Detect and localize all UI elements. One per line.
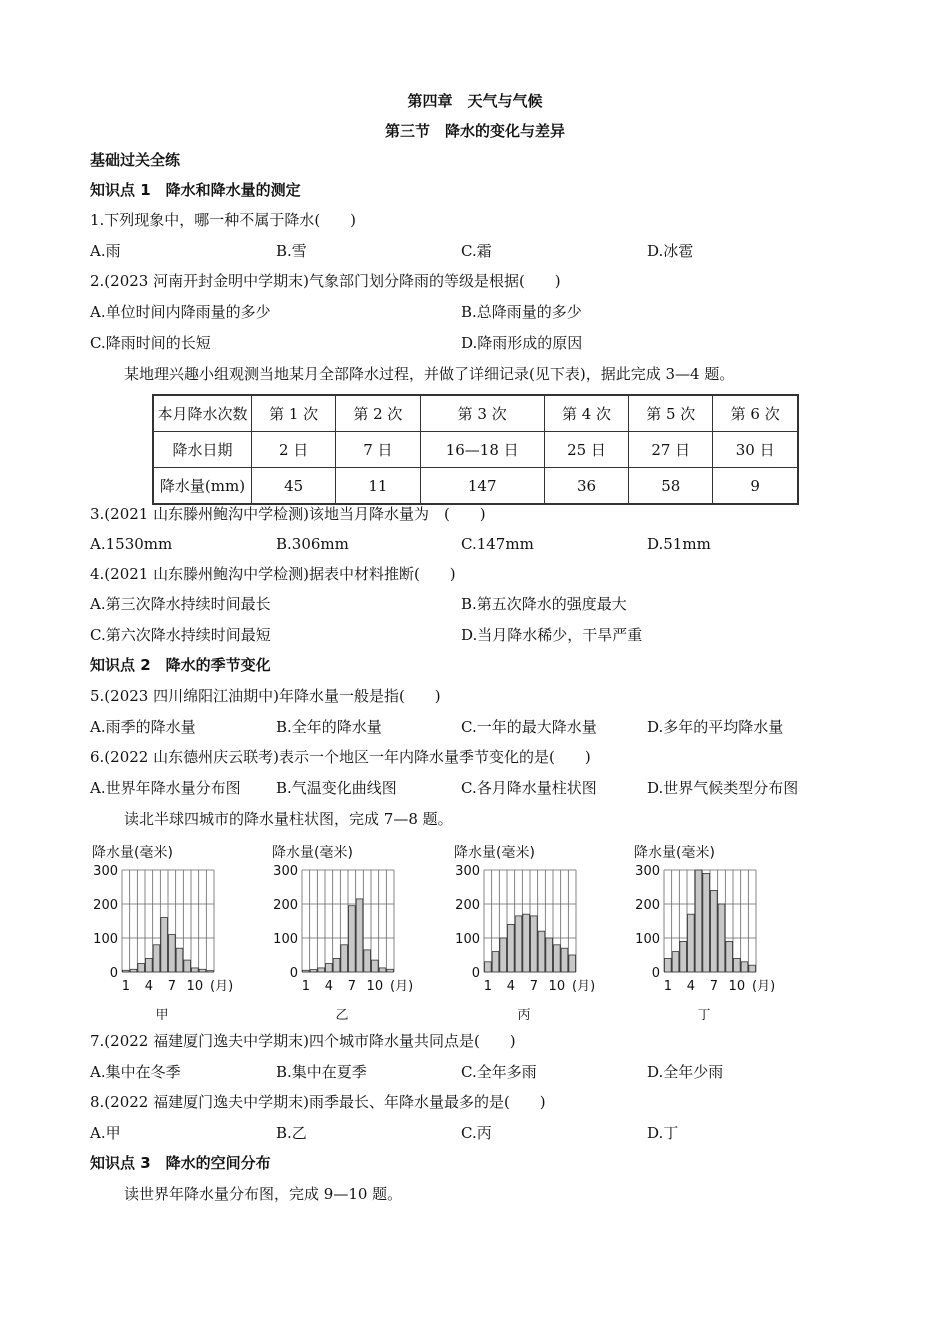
bar — [515, 916, 522, 972]
y-tick-label: 300 — [273, 864, 298, 879]
table-cell: 58 — [629, 468, 713, 505]
knowledge-point-2: 知识点 2 降水的季节变化 — [90, 656, 271, 674]
x-axis-label: (月) — [210, 979, 234, 994]
question-2-stem: 2.(2023 河南开封金明中学期末)气象部门划分降雨的等级是根据( ) — [90, 272, 561, 290]
bar — [207, 971, 214, 972]
q4-option-d[interactable]: D.当月降水稀少，干旱严重 — [461, 626, 643, 644]
bar — [561, 948, 568, 972]
bar — [523, 914, 530, 972]
bar — [538, 931, 545, 972]
q1-option-d[interactable]: D.冰雹 — [647, 242, 694, 260]
y-axis-label: 降水量(毫米) — [634, 845, 715, 861]
y-tick-label: 0 — [471, 966, 480, 981]
y-axis-label: 降水量(毫米) — [454, 845, 535, 861]
y-tick-label: 0 — [651, 966, 660, 981]
bar — [569, 955, 576, 972]
q2-option-a[interactable]: A.单位时间内降雨量的多少 — [90, 303, 271, 321]
bar — [703, 873, 710, 972]
bar — [695, 870, 702, 972]
bar — [303, 970, 310, 972]
q2-option-d[interactable]: D.降雨形成的原因 — [461, 334, 583, 352]
bar — [387, 969, 394, 972]
q4-option-a[interactable]: A.第三次降水持续时间最长 — [90, 595, 271, 613]
bar — [192, 968, 199, 972]
q6-option-d[interactable]: D.世界气候类型分布图 — [647, 779, 799, 797]
table-cell: 第 2 次 — [336, 395, 420, 432]
bar — [176, 948, 183, 972]
bar — [341, 945, 348, 972]
table-cell: 11 — [336, 468, 420, 505]
chart-caption: 甲 — [155, 1008, 169, 1020]
y-tick-label: 0 — [109, 966, 118, 981]
bar — [146, 958, 153, 972]
chart-caption: 丙 — [517, 1008, 531, 1020]
y-tick-label: 100 — [93, 932, 118, 947]
bar — [379, 968, 386, 972]
chart-caption: 乙 — [335, 1008, 349, 1020]
q1-option-c[interactable]: C.霜 — [461, 242, 492, 260]
bar — [546, 938, 553, 972]
q3-option-c[interactable]: C.147mm — [461, 535, 534, 553]
x-tick-label: 1 — [663, 979, 672, 994]
bar — [665, 958, 672, 972]
bar — [349, 906, 356, 972]
table-cell: 第 6 次 — [713, 395, 798, 432]
bar — [531, 916, 538, 972]
question-6-stem: 6.(2022 山东德州庆云联考)表示一个地区一年内降水量季节变化的是( ) — [90, 748, 591, 766]
bar — [749, 965, 756, 972]
q5-option-b[interactable]: B.全年的降水量 — [276, 718, 382, 736]
y-tick-label: 100 — [455, 932, 480, 947]
y-tick-label: 200 — [455, 898, 480, 913]
x-tick-label: 1 — [301, 979, 310, 994]
intro-q3-4: 某地理兴趣小组观测当地某月全部降水过程，并做了详细记录(见下表)，据此完成 3—4 题。 — [124, 365, 735, 383]
q5-option-c[interactable]: C.一年的最大降水量 — [461, 718, 597, 736]
x-tick-label: 10 — [548, 979, 566, 994]
q2-option-b[interactable]: B.总降雨量的多少 — [461, 303, 582, 321]
knowledge-point-1: 知识点 1 降水和降水量的测定 — [90, 181, 301, 199]
table-cell: 147 — [420, 468, 544, 505]
bar — [326, 964, 333, 973]
bar — [310, 970, 317, 972]
y-tick-label: 100 — [273, 932, 298, 947]
bar — [130, 969, 137, 972]
q5-option-d[interactable]: D.多年的平均降水量 — [647, 718, 784, 736]
table-cell: 第 4 次 — [544, 395, 628, 432]
bar — [356, 899, 363, 972]
table-cell: 16—18 日 — [420, 432, 544, 468]
y-tick-label: 200 — [93, 898, 118, 913]
x-tick-label: 7 — [709, 979, 718, 994]
chart-jia — [88, 840, 248, 1020]
x-tick-label: 4 — [324, 979, 333, 994]
bar — [161, 918, 168, 972]
section-title: 第三节 降水的变化与差异 — [384, 122, 565, 140]
x-tick-label: 1 — [121, 979, 130, 994]
q7-option-a[interactable]: A.集中在冬季 — [90, 1063, 181, 1081]
question-7-stem: 7.(2022 福建厦门逸夫中学期末)四个城市降水量共同点是( ) — [90, 1032, 516, 1050]
y-tick-label: 100 — [635, 932, 660, 947]
question-1-stem: 1.下列现象中，哪一种不属于降水( ) — [90, 211, 357, 229]
bar — [500, 938, 507, 972]
q3-option-d[interactable]: D.51mm — [647, 535, 711, 553]
q7-option-d[interactable]: D.全年少雨 — [647, 1063, 724, 1081]
table-cell: 25 日 — [544, 432, 628, 468]
chapter-title: 第四章 天气与气候 — [407, 92, 543, 110]
chart-ding — [630, 840, 790, 1020]
x-axis-label: (月) — [572, 979, 596, 994]
q6-option-c[interactable]: C.各月降水量柱状图 — [461, 779, 597, 797]
table-cell: 2 日 — [252, 432, 336, 468]
x-tick-label: 7 — [347, 979, 356, 994]
x-axis-label: (月) — [752, 979, 776, 994]
intro-q9-10: 读世界年降水量分布图，完成 9—10 题。 — [124, 1185, 403, 1203]
y-tick-label: 300 — [93, 864, 118, 879]
table-cell: 7 日 — [336, 432, 420, 468]
table-cell: 第 5 次 — [629, 395, 713, 432]
y-tick-label: 0 — [289, 966, 298, 981]
bar — [372, 960, 379, 972]
bar — [672, 952, 679, 972]
y-tick-label: 300 — [635, 864, 660, 879]
y-tick-label: 200 — [273, 898, 298, 913]
q7-option-c[interactable]: C.全年多雨 — [461, 1063, 537, 1081]
table-cell: 36 — [544, 468, 628, 505]
x-tick-label: 4 — [144, 979, 153, 994]
table-cell: 27 日 — [629, 432, 713, 468]
bar — [718, 904, 725, 972]
bar — [492, 952, 499, 972]
bar — [364, 950, 371, 972]
bar — [726, 941, 733, 972]
question-8-stem: 8.(2022 福建厦门逸夫中学期末)雨季最长、年降水量最多的是( ) — [90, 1093, 546, 1111]
table-cell: 45 — [252, 468, 336, 505]
bar — [333, 958, 340, 972]
table-row — [153, 432, 798, 468]
question-5-stem: 5.(2023 四川绵阳江油期中)年降水量一般是指( ) — [90, 687, 441, 705]
q3-option-b[interactable]: B.306mm — [276, 535, 349, 553]
intro-q7-8: 读北半球四城市的降水量柱状图，完成 7—8 题。 — [124, 810, 453, 828]
table-cell: 降水量(mm) — [153, 468, 252, 505]
y-tick-label: 200 — [635, 898, 660, 913]
table-cell: 降水日期 — [153, 432, 252, 468]
x-axis-label: (月) — [390, 979, 414, 994]
bar — [680, 941, 687, 972]
y-axis-label: 降水量(毫米) — [92, 845, 173, 861]
bar — [734, 958, 741, 972]
x-tick-label: 7 — [529, 979, 538, 994]
x-tick-label: 1 — [483, 979, 492, 994]
q8-option-a[interactable]: A.甲 — [90, 1124, 121, 1142]
q4-option-b[interactable]: B.第五次降水的强度最大 — [461, 595, 627, 613]
bar — [711, 890, 718, 972]
chart-bing — [450, 840, 610, 1020]
q5-option-a[interactable]: A.雨季的降水量 — [90, 718, 196, 736]
bar — [153, 945, 160, 972]
q7-option-b[interactable]: B.集中在夏季 — [276, 1063, 367, 1081]
q6-option-a[interactable]: A.世界年降水量分布图 — [90, 779, 241, 797]
q1-option-a[interactable]: A.雨 — [90, 242, 121, 260]
chart-caption: 丁 — [697, 1008, 711, 1020]
q8-option-d[interactable]: D.丁 — [647, 1124, 679, 1142]
bar — [138, 964, 145, 973]
precipitation-record-table — [152, 394, 799, 505]
x-tick-label: 10 — [186, 979, 204, 994]
x-tick-label: 7 — [167, 979, 176, 994]
table-cell: 第 1 次 — [252, 395, 336, 432]
question-3-stem: 3.(2021 山东滕州鲍沟中学检测)该地当月降水量为 ( ) — [90, 505, 486, 523]
table-cell: 本月降水次数 — [153, 395, 252, 432]
table-cell: 第 3 次 — [420, 395, 544, 432]
q4-option-c[interactable]: C.第六次降水持续时间最短 — [90, 626, 271, 644]
x-tick-label: 4 — [506, 979, 515, 994]
table-cell: 30 日 — [713, 432, 798, 468]
bar — [123, 970, 130, 972]
bar — [688, 914, 695, 972]
bar — [554, 945, 561, 972]
q6-option-b[interactable]: B.气温变化曲线图 — [276, 779, 397, 797]
q8-option-b[interactable]: B.乙 — [276, 1124, 307, 1142]
x-tick-label: 10 — [728, 979, 746, 994]
table-row — [153, 395, 798, 432]
bar — [318, 968, 325, 972]
x-tick-label: 4 — [686, 979, 695, 994]
bar — [508, 924, 515, 972]
question-4-stem: 4.(2021 山东滕州鲍沟中学检测)据表中材料推断( ) — [90, 565, 456, 583]
practice-heading: 基础过关全练 — [90, 151, 181, 169]
q2-option-c[interactable]: C.降雨时间的长短 — [90, 334, 211, 352]
table-cell: 9 — [713, 468, 798, 505]
q3-option-a[interactable]: A.1530mm — [90, 535, 173, 553]
bar — [485, 962, 492, 972]
knowledge-point-3: 知识点 3 降水的空间分布 — [90, 1154, 271, 1172]
chart-yi — [268, 840, 428, 1020]
bar — [169, 935, 176, 972]
bar — [741, 962, 748, 972]
bar — [184, 960, 191, 972]
q8-option-c[interactable]: C.丙 — [461, 1124, 492, 1142]
table-row — [153, 468, 798, 505]
y-axis-label: 降水量(毫米) — [272, 845, 353, 861]
x-tick-label: 10 — [366, 979, 384, 994]
y-tick-label: 300 — [455, 864, 480, 879]
q1-option-b[interactable]: B.雪 — [276, 242, 307, 260]
bar — [199, 969, 206, 972]
